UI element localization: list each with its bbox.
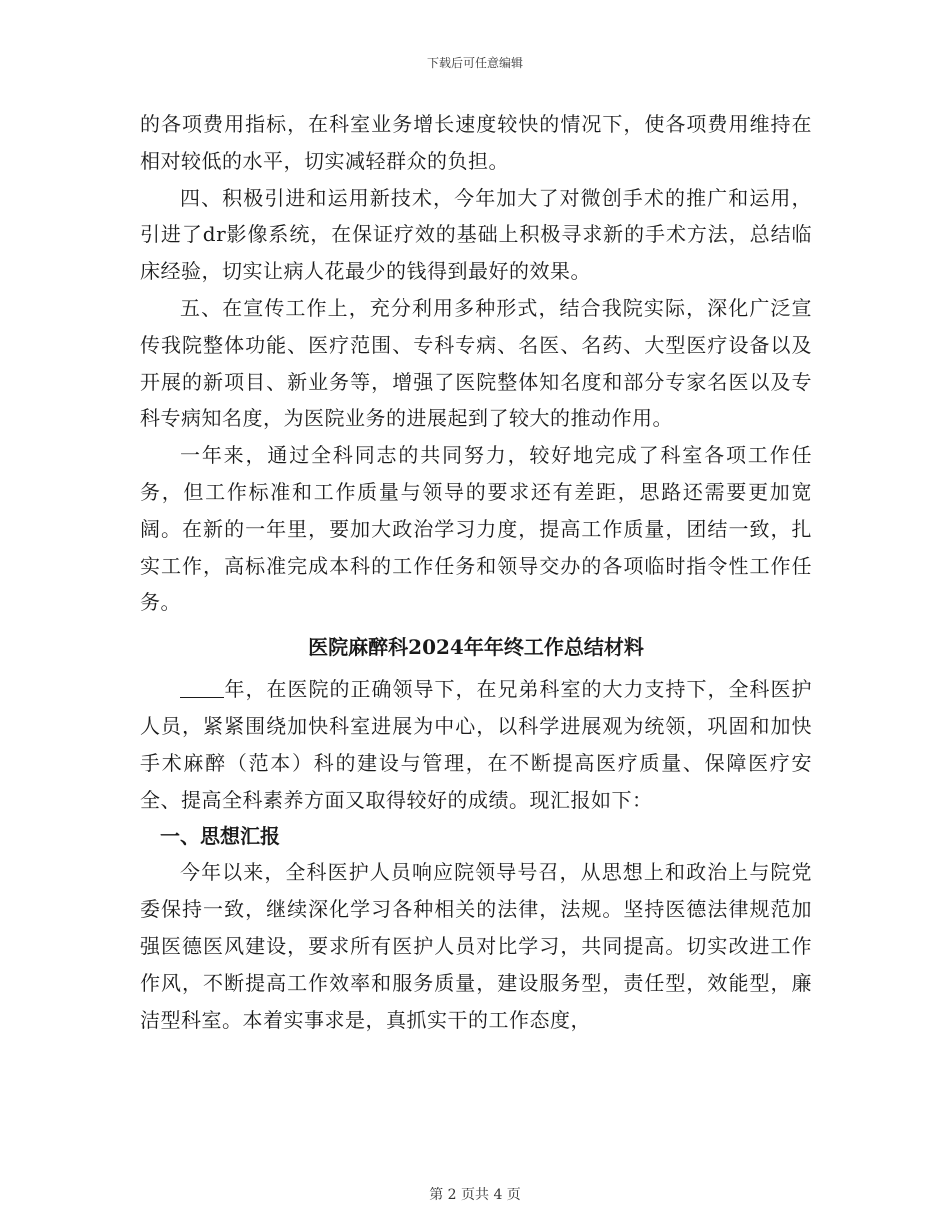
paragraph-new-technology: 四、积极引进和运用新技术，今年加大了对微创手术的推广和运用，引进了dr影像系统，在保证疗效的基础上积极寻求新的手术方法，总结临床经验，切实让病人花最少的钱得到最好的效果。 <box>140 185 812 284</box>
fill-in-blank <box>180 677 224 698</box>
paragraph-thought: 今年以来，全科医护人员响应院领导号召，从思想上和政治上与院党委保持一致，继续深化学习各种相关的法律，法规。坚持医德法律规范加强医德医风建设，要求所有医护人员对比学习，共同提高。切实改进工作作风，不断提高工作效率和服务质量，建设服务型，责任型，效能型，廉洁型科室。本着实事求是，真抓实干的工作态度， <box>140 860 812 1032</box>
paragraph-intro-text: 年，在医院的正确领导下，在兄弟科室的大力支持下，全科医护人员，紧紧围绕加快科室进展为中心，以科学进展观为统领，巩固和加快手术麻醉（范本）科的建设与管理，在不断提高医疗质量、保障医疗安全、提高全科素养方面又取得较好的成绩。现汇报如下： <box>140 677 812 812</box>
heading-thought-report: 一、思想汇报 <box>160 824 280 849</box>
page-footer: 第 2 页共 4 页 <box>429 1187 521 1203</box>
paragraph-publicity: 五、在宣传工作上，充分利用多种形式，结合我院实际，深化广泛宣传我院整体功能、医疗范围、专科专病、名医、名药、大型医疗设备以及开展的新项目、新业务等，增强了医院整体知名度和部分专家名医以及专科专病知名度，为医院业务的进展起到了较大的推动作用。 <box>140 295 812 431</box>
section-title: 医院麻醉科2024年年终工作总结材料 <box>308 635 644 660</box>
paragraph-intro <box>140 671 812 818</box>
paragraph-year-summary: 一年来，通过全科同志的共同努力，较好地完成了科室各项工作任务，但工作标准和工作质量与领导的要求还有差距，思路还需要更加宽阔。在新的一年里，要加大政治学习力度，提高工作质量，团结一致，扎实工作，高标准完成本科的工作任务和领导交办的各项临时指令性工作任务。 <box>140 443 812 615</box>
paragraph-continued: 的各项费用指标，在科室业务增长速度较快的情况下，使各项费用维持在相对较低的水平，切实减轻群众的负担。 <box>140 112 812 173</box>
document-body <box>140 106 812 1038</box>
page-header: 下载后可任意编辑 <box>426 56 523 70</box>
